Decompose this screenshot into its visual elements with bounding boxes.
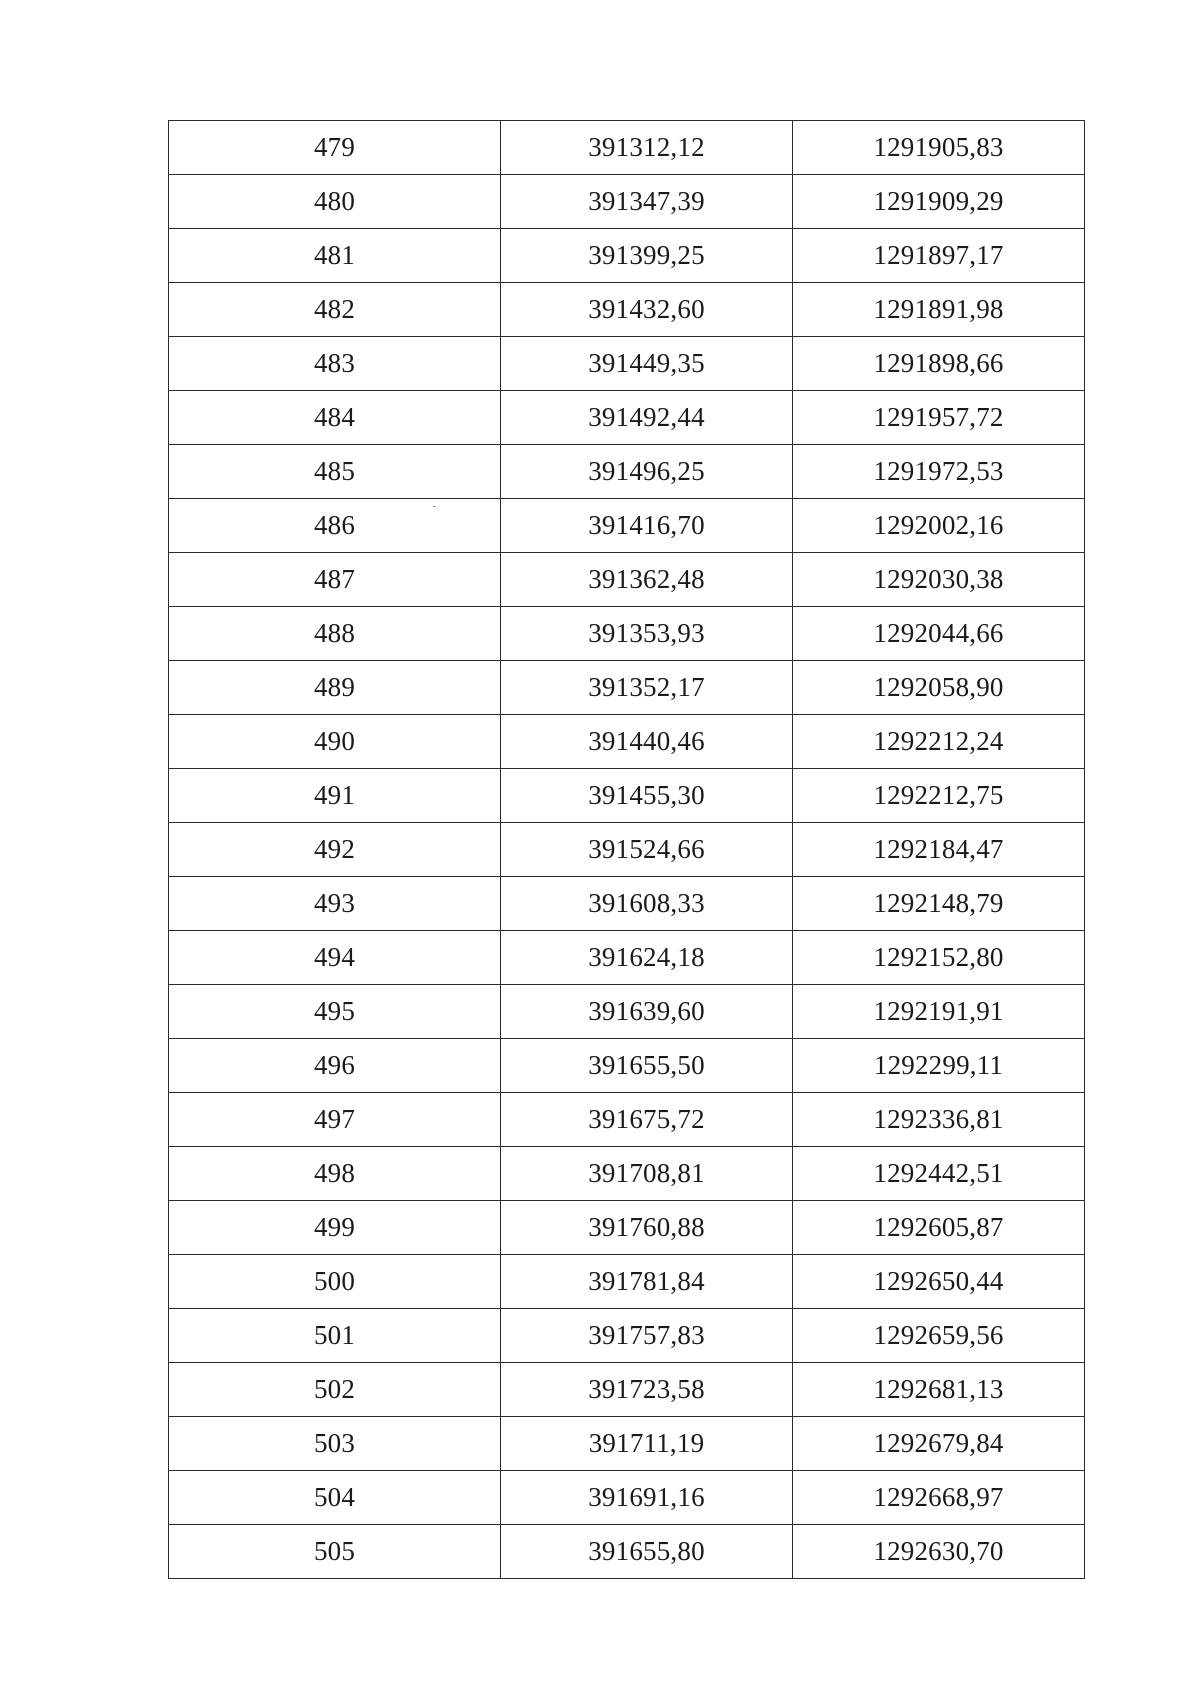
point-number-cell: 498 — [169, 1147, 501, 1201]
x-coordinate-cell: 391312,12 — [501, 121, 793, 175]
table-row — [169, 337, 1085, 391]
table-row — [169, 607, 1085, 661]
x-coordinate-cell: 391449,35 — [501, 337, 793, 391]
point-number-cell: 494 — [169, 931, 501, 985]
y-coordinate-cell: 1292442,51 — [793, 1147, 1085, 1201]
table-row — [169, 391, 1085, 445]
x-coordinate-cell: 391624,18 — [501, 931, 793, 985]
point-number-cell: 500 — [169, 1255, 501, 1309]
x-coordinate-cell: 391496,25 — [501, 445, 793, 499]
table-row — [169, 121, 1085, 175]
point-number-cell: 502 — [169, 1363, 501, 1417]
table-row — [169, 769, 1085, 823]
point-number-cell: 496 — [169, 1039, 501, 1093]
point-number-cell: 501 — [169, 1309, 501, 1363]
x-coordinate-cell: 391608,33 — [501, 877, 793, 931]
y-coordinate-cell: 1292212,24 — [793, 715, 1085, 769]
point-number-cell: 488 — [169, 607, 501, 661]
point-number-cell: 481 — [169, 229, 501, 283]
x-coordinate-cell: 391416,70 — [501, 499, 793, 553]
x-coordinate-cell: 391781,84 — [501, 1255, 793, 1309]
x-coordinate-cell: 391723,58 — [501, 1363, 793, 1417]
table-row — [169, 715, 1085, 769]
table-row — [169, 823, 1085, 877]
table-row — [169, 1201, 1085, 1255]
y-coordinate-cell: 1292212,75 — [793, 769, 1085, 823]
y-coordinate-cell: 1292148,79 — [793, 877, 1085, 931]
y-coordinate-cell: 1291897,17 — [793, 229, 1085, 283]
point-number-cell: 491 — [169, 769, 501, 823]
x-coordinate-cell: 391691,16 — [501, 1471, 793, 1525]
x-coordinate-cell: 391432,60 — [501, 283, 793, 337]
point-number-cell: 489 — [169, 661, 501, 715]
x-coordinate-cell: 391757,83 — [501, 1309, 793, 1363]
x-coordinate-cell: 391492,44 — [501, 391, 793, 445]
table-row — [169, 1093, 1085, 1147]
x-coordinate-cell: 391455,30 — [501, 769, 793, 823]
x-coordinate-cell: 391655,50 — [501, 1039, 793, 1093]
y-coordinate-cell: 1292299,11 — [793, 1039, 1085, 1093]
y-coordinate-cell: 1292002,16 — [793, 499, 1085, 553]
table-row — [169, 283, 1085, 337]
table-row — [169, 931, 1085, 985]
table-row — [169, 445, 1085, 499]
y-coordinate-cell: 1292605,87 — [793, 1201, 1085, 1255]
point-number-cell: 479 — [169, 121, 501, 175]
point-number-cell: 497 — [169, 1093, 501, 1147]
x-coordinate-cell: 391655,80 — [501, 1525, 793, 1579]
x-coordinate-cell: 391675,72 — [501, 1093, 793, 1147]
x-coordinate-cell: 391524,66 — [501, 823, 793, 877]
table-row — [169, 1363, 1085, 1417]
x-coordinate-cell: 391347,39 — [501, 175, 793, 229]
y-coordinate-cell: 1292058,90 — [793, 661, 1085, 715]
x-coordinate-cell: 391711,19 — [501, 1417, 793, 1471]
scan-speck — [433, 506, 436, 507]
point-number-cell: 499 — [169, 1201, 501, 1255]
point-number-cell: 505 — [169, 1525, 501, 1579]
point-number-cell: 503 — [169, 1417, 501, 1471]
y-coordinate-cell: 1292679,84 — [793, 1417, 1085, 1471]
table-row — [169, 1309, 1085, 1363]
coordinates-table-body — [169, 121, 1085, 1579]
y-coordinate-cell: 1292630,70 — [793, 1525, 1085, 1579]
x-coordinate-cell: 391760,88 — [501, 1201, 793, 1255]
point-number-cell: 482 — [169, 283, 501, 337]
x-coordinate-cell: 391399,25 — [501, 229, 793, 283]
table-row — [169, 985, 1085, 1039]
point-number-cell: 492 — [169, 823, 501, 877]
table-row — [169, 877, 1085, 931]
y-coordinate-cell: 1292184,47 — [793, 823, 1085, 877]
y-coordinate-cell: 1291909,29 — [793, 175, 1085, 229]
y-coordinate-cell: 1292659,56 — [793, 1309, 1085, 1363]
table-row — [169, 499, 1085, 553]
point-number-cell: 483 — [169, 337, 501, 391]
table-row — [169, 1255, 1085, 1309]
x-coordinate-cell: 391639,60 — [501, 985, 793, 1039]
point-number-cell: 484 — [169, 391, 501, 445]
point-number-cell: 486 — [169, 499, 501, 553]
table-row — [169, 1525, 1085, 1579]
y-coordinate-cell: 1291957,72 — [793, 391, 1085, 445]
point-number-cell: 480 — [169, 175, 501, 229]
table-row — [169, 175, 1085, 229]
y-coordinate-cell: 1292152,80 — [793, 931, 1085, 985]
point-number-cell: 493 — [169, 877, 501, 931]
y-coordinate-cell: 1292030,38 — [793, 553, 1085, 607]
y-coordinate-cell: 1292191,91 — [793, 985, 1085, 1039]
x-coordinate-cell: 391352,17 — [501, 661, 793, 715]
point-number-cell: 504 — [169, 1471, 501, 1525]
y-coordinate-cell: 1292681,13 — [793, 1363, 1085, 1417]
x-coordinate-cell: 391353,93 — [501, 607, 793, 661]
y-coordinate-cell: 1292044,66 — [793, 607, 1085, 661]
point-number-cell: 487 — [169, 553, 501, 607]
table-row — [169, 229, 1085, 283]
table-row — [169, 1147, 1085, 1201]
table-row — [169, 553, 1085, 607]
table-row — [169, 1471, 1085, 1525]
y-coordinate-cell: 1292668,97 — [793, 1471, 1085, 1525]
y-coordinate-cell: 1291972,53 — [793, 445, 1085, 499]
x-coordinate-cell: 391440,46 — [501, 715, 793, 769]
point-number-cell: 490 — [169, 715, 501, 769]
table-row — [169, 1417, 1085, 1471]
point-number-cell: 495 — [169, 985, 501, 1039]
table-row — [169, 661, 1085, 715]
y-coordinate-cell: 1291898,66 — [793, 337, 1085, 391]
coordinates-table — [168, 120, 1085, 1579]
y-coordinate-cell: 1291905,83 — [793, 121, 1085, 175]
table-row — [169, 1039, 1085, 1093]
y-coordinate-cell: 1292650,44 — [793, 1255, 1085, 1309]
y-coordinate-cell: 1292336,81 — [793, 1093, 1085, 1147]
point-number-cell: 485 — [169, 445, 501, 499]
y-coordinate-cell: 1291891,98 — [793, 283, 1085, 337]
x-coordinate-cell: 391708,81 — [501, 1147, 793, 1201]
x-coordinate-cell: 391362,48 — [501, 553, 793, 607]
